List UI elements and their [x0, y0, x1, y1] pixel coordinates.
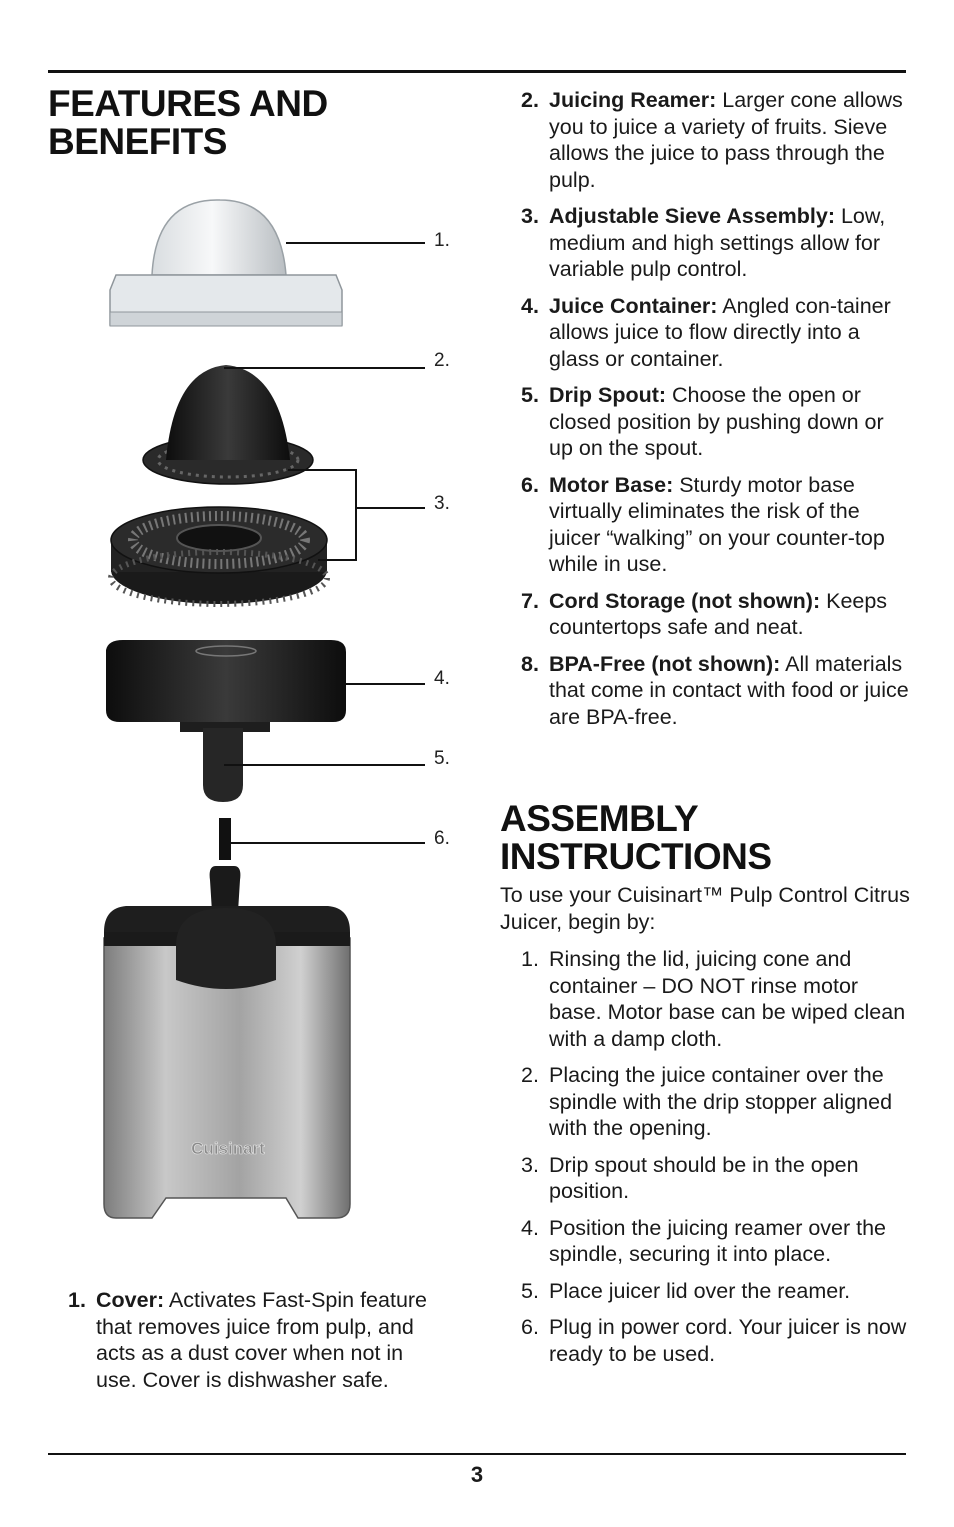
feature-text: Larger cone allows you to juice a variety of fruits. Sieve allows the juice to pass through the pulp. — [549, 88, 903, 192]
assembly-step — [501, 1152, 911, 1205]
page-number: 3 — [470, 1462, 484, 1487]
feature-title: Juice Container: — [549, 293, 718, 318]
feature-text: Activates Fast-Spin feature that removes juice from pulp, and acts as a dust cover when not in use. Cover is dishwasher safe. — [96, 1288, 428, 1392]
feature-text: Low, medium and high settings allow for variable pulp control. — [549, 204, 886, 281]
step-text: Drip spout should be in the open position. — [549, 1152, 859, 1203]
step-number: 2. — [521, 1063, 539, 1087]
feature-text: Sturdy motor base virtually eliminates the risk of the juicer “walking” on your counter-top while in use. — [549, 472, 885, 576]
assembly-step — [501, 1215, 911, 1268]
features-list-right — [501, 87, 911, 740]
step-number: 6. — [521, 1315, 539, 1339]
feature-item — [501, 651, 911, 731]
motor-base-part — [104, 818, 350, 1218]
features-heading: FEATURES AND BENEFITS — [48, 83, 328, 162]
assembly-steps-list — [501, 946, 911, 1377]
step-text: Placing the juice container over the spindle with the drip stopper aligned with the opening. — [549, 1063, 893, 1140]
assembly-intro: To use your Cuisinart™ Pulp Control Citrus Juicer, begin by: — [500, 883, 910, 934]
assembly-heading: ASSEMBLY INSTRUCTIONS — [500, 798, 772, 877]
feature-number: 4. — [521, 293, 539, 318]
step-number: 4. — [521, 1215, 539, 1240]
feature-title: Motor Base: — [549, 472, 674, 497]
reamer-part — [143, 365, 313, 484]
step-number: 5. — [521, 1278, 539, 1303]
juice-container-part — [106, 640, 346, 802]
callout-label: 1. — [434, 230, 450, 251]
feature-text: Angled con-tainer allows juice to flow directly into a glass or container. — [549, 293, 891, 371]
feature-title: BPA-Free (not shown): — [549, 651, 781, 676]
feature-item — [48, 1287, 428, 1393]
feature-title: Cord Storage (not shown): — [549, 588, 821, 613]
feature-item — [501, 203, 911, 283]
assembly-step — [501, 946, 911, 1052]
step-text: Position the juicing reamer over the spindle, securing it into place. — [549, 1215, 887, 1266]
assembly-step — [501, 1062, 911, 1142]
feature-item — [501, 382, 911, 462]
top-rule — [48, 70, 906, 73]
feature-number: 6. — [521, 472, 539, 497]
feature-number: 8. — [521, 651, 539, 676]
feature-title: Drip Spout: — [549, 383, 667, 407]
step-text: Plug in power cord. Your juicer is now ready to be used. — [549, 1315, 907, 1366]
callout-label: 4. — [434, 668, 450, 689]
feature-number: 1. — [68, 1288, 86, 1312]
juicer-exploded-diagram — [48, 190, 478, 1250]
feature-item — [501, 588, 911, 641]
assembly-step — [501, 1314, 911, 1367]
feature-text: All materials that come in contact with food or juice are BPA-free. — [549, 651, 909, 729]
sieve-assembly-part — [111, 507, 327, 604]
callout-label: 5. — [434, 748, 450, 769]
feature-text: Keeps countertops safe and neat. — [549, 588, 888, 639]
callout-label: 3. — [434, 493, 450, 514]
step-number: 3. — [521, 1152, 539, 1177]
feature-number: 2. — [521, 88, 539, 112]
feature-item — [501, 472, 911, 578]
feature-number: 5. — [521, 383, 539, 407]
feature-title: Cover: — [96, 1288, 165, 1312]
feature-number: 7. — [521, 588, 539, 613]
assembly-step — [501, 1278, 911, 1305]
callout-label: 6. — [434, 828, 450, 849]
bottom-rule — [48, 1453, 906, 1455]
feature-title: Adjustable Sieve Assembly: — [549, 204, 835, 228]
cover-part — [110, 200, 342, 326]
step-text: Place juicer lid over the reamer. — [549, 1278, 851, 1303]
step-number: 1. — [521, 947, 539, 971]
feature-text: Choose the open or closed position by pushing down or up on the spout. — [549, 383, 884, 460]
feature-title: Juicing Reamer: — [549, 88, 717, 112]
features-list-left — [48, 1287, 428, 1403]
feature-number: 3. — [521, 204, 539, 228]
feature-item — [501, 87, 911, 193]
feature-item — [501, 293, 911, 373]
callout-label: 2. — [434, 350, 450, 371]
step-text: Rinsing the lid, juicing cone and container – DO NOT rinse motor base. Motor base can be wiped clean with a damp cloth. — [549, 947, 906, 1051]
brand-logo: Cuisinart — [191, 1139, 265, 1158]
